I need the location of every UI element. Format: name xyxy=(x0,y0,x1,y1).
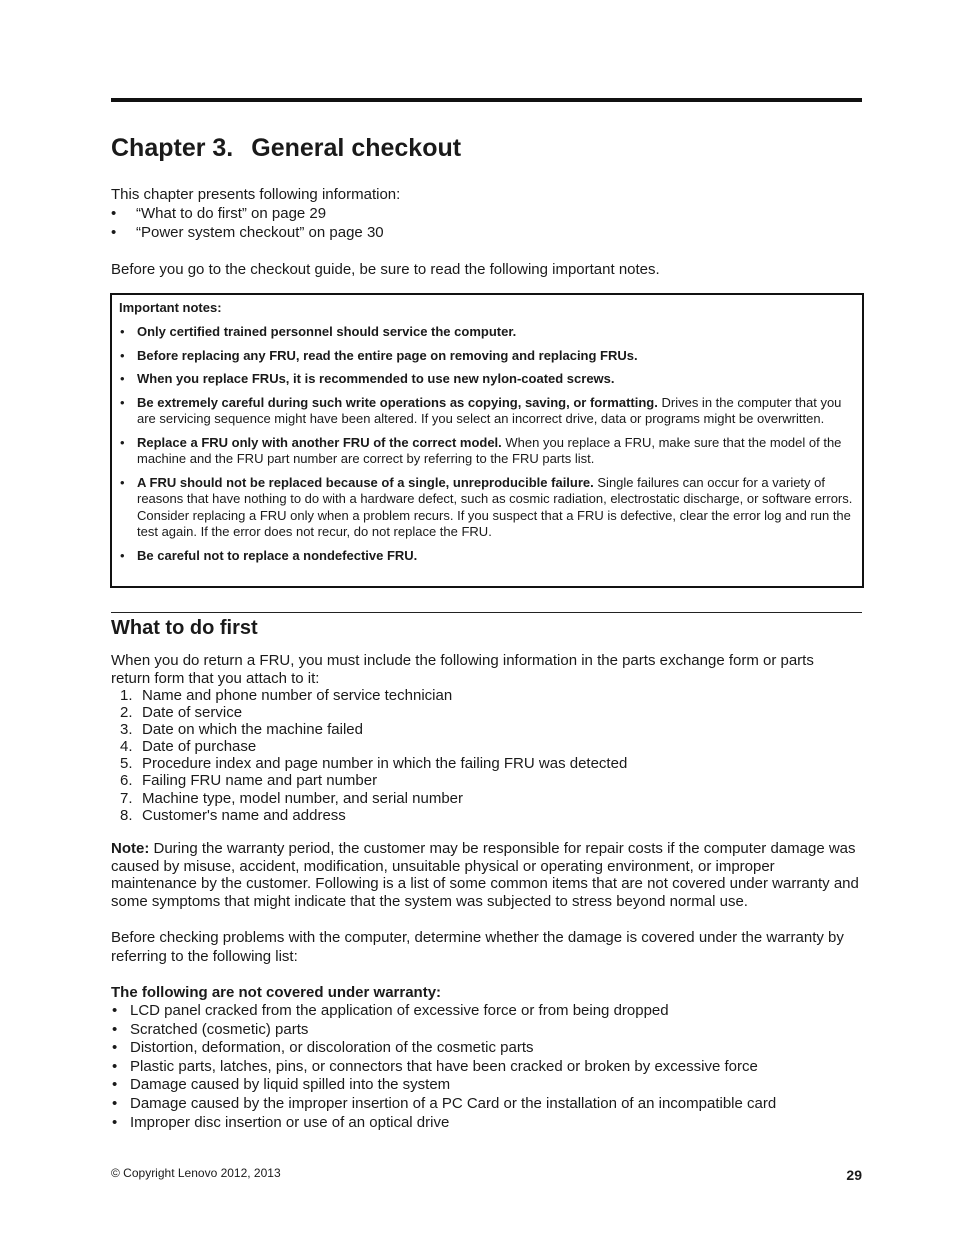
note-bold: Before replacing any FRU, read the entire page on removing and replacing FRUs. xyxy=(137,347,638,363)
top-rule xyxy=(111,98,862,102)
important-notes-box xyxy=(110,293,864,588)
section-intro: When you do return a FRU, you must include the following information in the parts exchange form or parts return form that you attach to it: xyxy=(111,652,814,687)
note-bold: Replace a FRU only with another FRU of the correct model. xyxy=(137,434,502,450)
list-item: 4. Date of purchase xyxy=(120,738,257,756)
list-item: 1. Name and phone number of service technician xyxy=(120,687,453,704)
note-text: Single failures can occur for a variety of reasons that have nothing to do with a hardware defect, such as cosmic radiation, electrostatic discharge, or software errors. Consider replacing a FRU only when a problem recurs. If you suspect that a FRU is defective, clear the error log and run the test again. If the error does not recur, do not replace the FRU. xyxy=(137,474,853,539)
intro-lead: This chapter presents following information: xyxy=(111,186,401,203)
before-checkout-text: Before you go to the checkout guide, be sure to read the following important notes. xyxy=(111,261,660,278)
not-covered-heading: The following are not covered under warranty: xyxy=(111,984,442,1001)
list-item: • Plastic parts, latches, pins, or connectors that have been cracked or broken by excessive force xyxy=(111,1058,863,1077)
note-bold: Be careful not to replace a nondefective FRU. xyxy=(137,547,418,563)
note-bold: A FRU should not be replaced because of a single, unreproducible failure. xyxy=(137,474,594,490)
list-item: 6. Failing FRU name and part number xyxy=(120,772,378,790)
chapter-name: General checkout xyxy=(251,134,462,162)
note-bold: Be extremely careful during such write operations as copying, saving, or formatting. xyxy=(137,394,658,410)
note-item xyxy=(119,435,856,468)
intro-link-item[interactable]: • “Power system checkout” on page 30 xyxy=(111,223,851,242)
list-item: • Distortion, deformation, or discoloration of the cosmetic parts xyxy=(111,1039,863,1058)
note-text: When you replace a FRU, make sure that the model of the machine and the FRU part number are correct by referring to the FRU parts list. xyxy=(137,434,842,466)
note-item xyxy=(119,395,856,428)
section-title: What to do first xyxy=(111,617,258,639)
note-item xyxy=(119,371,856,388)
note-text: Drives in the computer that you are servicing sequence might have been altered. If you select an incorrect drive, data or programs might be overwritten. xyxy=(137,394,842,426)
note-bold: When you replace FRUs, it is recommended to use new nylon-coated screws. xyxy=(137,371,615,386)
note-item xyxy=(119,475,856,541)
notes-list xyxy=(119,324,856,564)
list-item: • Scratched (cosmetic) parts xyxy=(111,1021,863,1040)
intro-link-item[interactable]: • “What to do first” on page 29 xyxy=(111,204,851,223)
note-bold: Only certified trained personnel should service the computer. xyxy=(137,324,517,339)
note-item xyxy=(119,548,856,565)
note-body: During the warranty period, the customer may be responsible for repair costs if the computer damage was caused by misuse, accident, modification, unsuitable physical or operating environment, or improper maintenance by the customer. Following is a list of some common items that are not covered under warranty and some symptoms that might indicate that the system was subjected to stress beyond normal use. xyxy=(111,840,859,910)
page-number: 29 xyxy=(846,1167,862,1183)
not-covered-list xyxy=(111,1002,863,1132)
copyright: © Copyright Lenovo 2012, 2013 xyxy=(111,1166,281,1180)
list-item: 5. Procedure index and page number in which the failing FRU was detected xyxy=(120,755,628,773)
chapter-number: Chapter 3. xyxy=(111,134,234,162)
list-item: • Damage caused by the improper insertion of a PC Card or the installation of an incompatible card xyxy=(111,1095,863,1114)
return-info-list xyxy=(111,687,851,824)
list-item: 8. Customer's name and address xyxy=(120,806,346,824)
list-item: • Improper disc insertion or use of an optical drive xyxy=(111,1114,863,1133)
intro-link-list xyxy=(111,204,851,242)
note-item xyxy=(119,324,856,341)
list-item: 3. Date on which the machine failed xyxy=(120,721,363,739)
list-item: • LCD panel cracked from the application of excessive force or from being dropped xyxy=(111,1002,863,1021)
list-item: • Damage caused by liquid spilled into the system xyxy=(111,1076,863,1095)
list-item: 7. Machine type, model number, and serial number xyxy=(120,789,464,807)
note-label: Note: xyxy=(111,840,150,857)
before-check-text: Before checking problems with the computer, determine whether the damage is covered under the warranty by referring to the following list: xyxy=(111,929,844,965)
section-rule xyxy=(111,612,862,613)
chapter-title xyxy=(111,134,461,163)
notes-heading: Important notes: xyxy=(119,300,222,315)
warranty-note xyxy=(111,840,863,910)
note-item xyxy=(119,348,856,365)
list-item: 2. Date of service xyxy=(120,704,243,722)
